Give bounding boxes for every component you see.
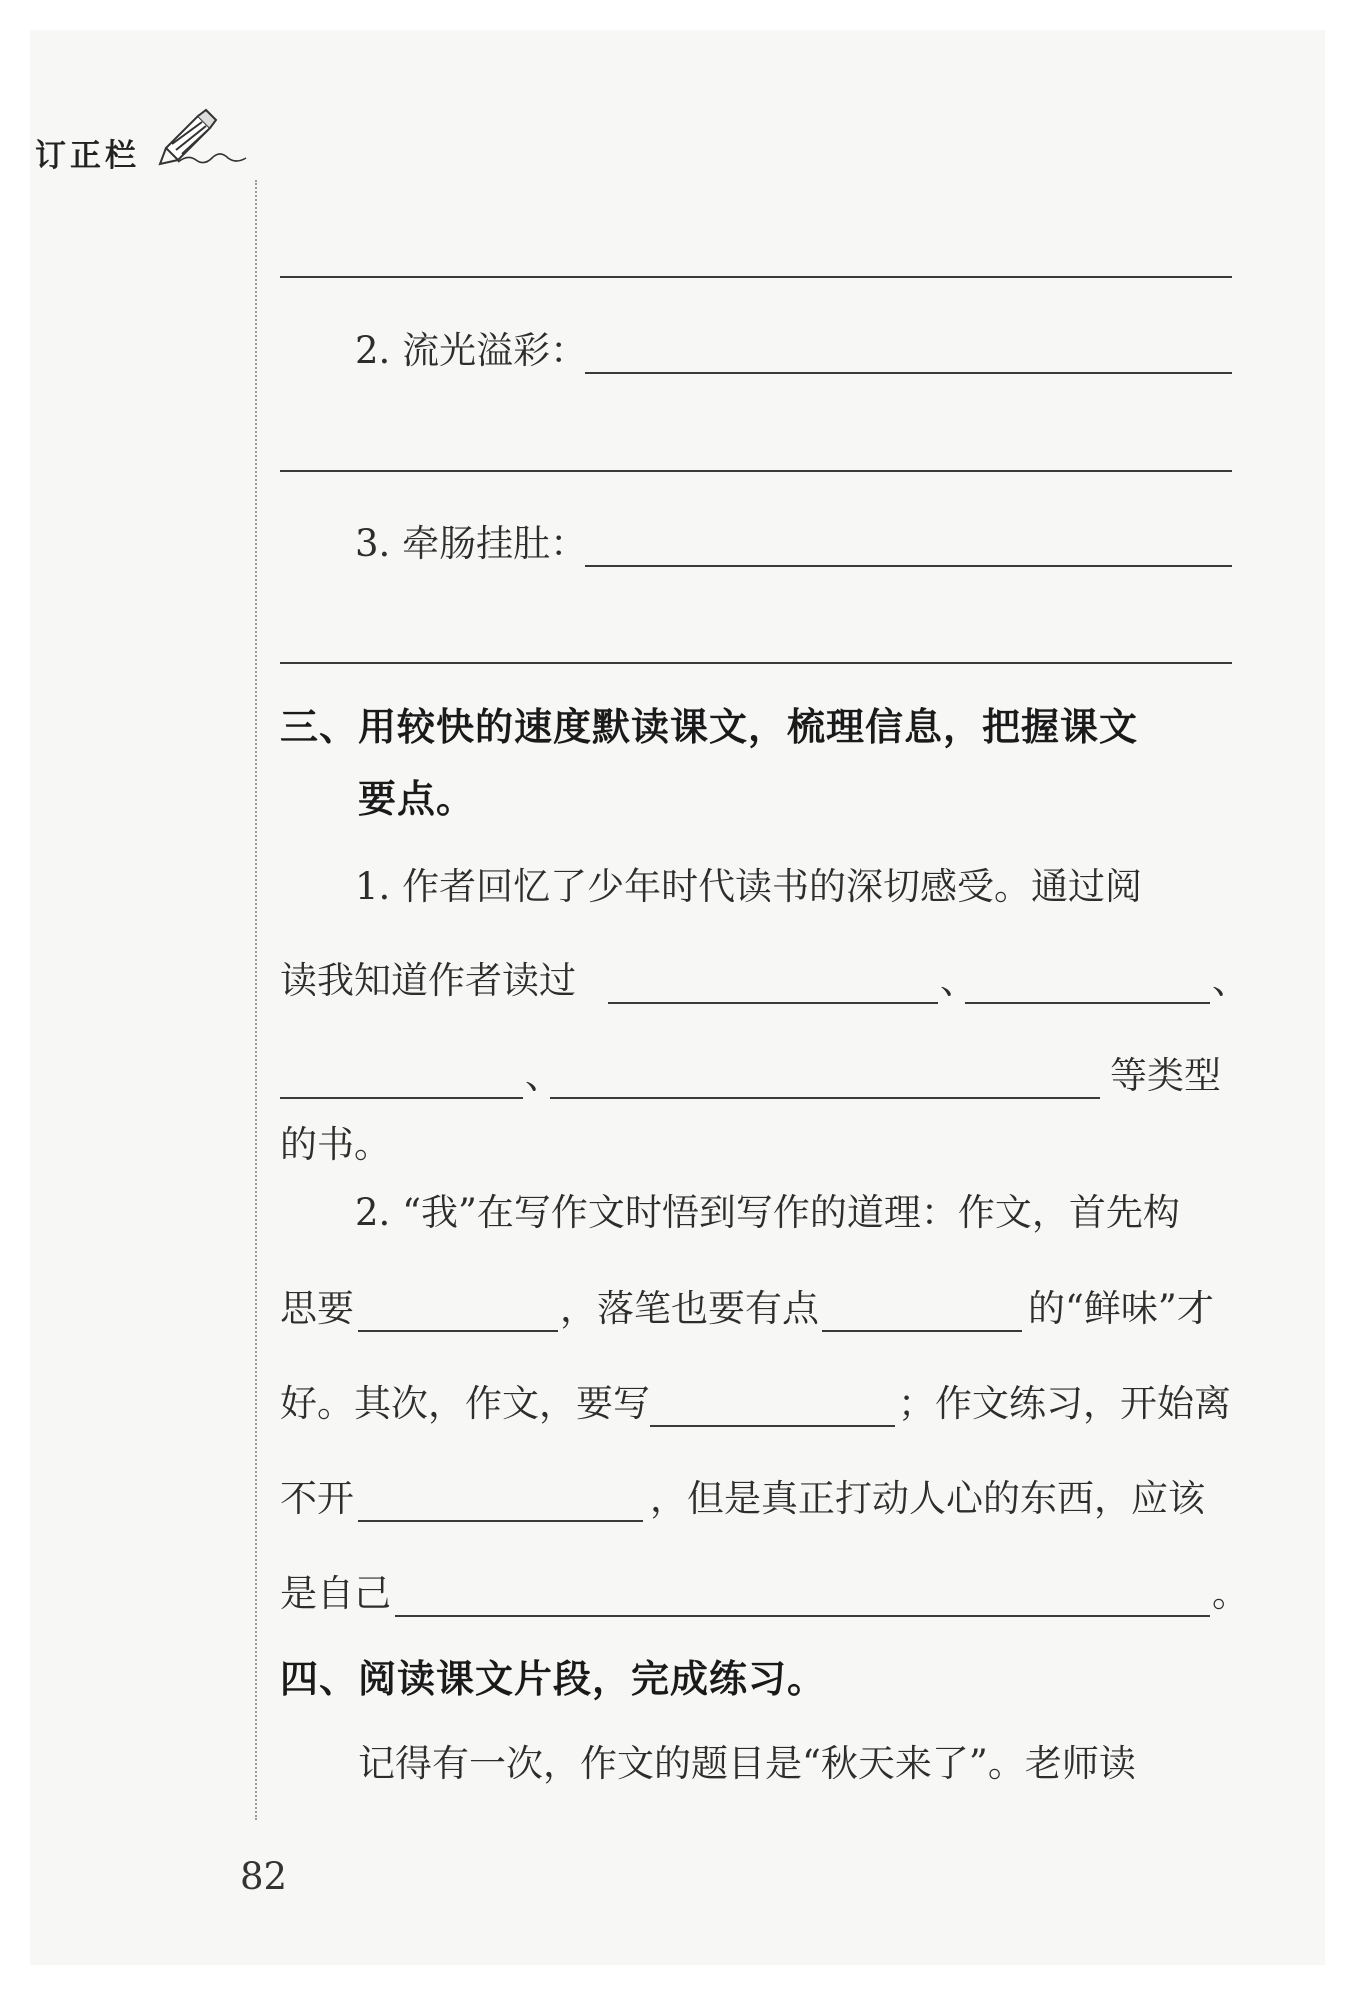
answer-line[interactable] <box>280 470 1232 472</box>
q1-text: 1. 作者回忆了少年时代读书的深切感受。通过阅 <box>355 865 1143 908</box>
blank-book-type-2[interactable] <box>965 1002 1210 1004</box>
blank-book-type-1[interactable] <box>608 1002 938 1004</box>
vocab-item-3: 3. 牵肠挂肚： <box>355 522 588 565</box>
answer-line[interactable] <box>585 372 1232 374</box>
pencil-icon <box>158 108 248 168</box>
q2-text: ，落笔也要有点 <box>560 1287 819 1330</box>
q2-text: 的“鲜味”才 <box>1028 1287 1214 1330</box>
section-4-heading: 四、阅读课文片段，完成练习。 <box>280 1657 827 1701</box>
q2-text: 好。其次，作文，要写 <box>280 1382 650 1425</box>
section-3-heading: 三、用较快的速度默读课文，梳理信息，把握课文 <box>280 705 1139 749</box>
period: 。 <box>1212 1572 1249 1615</box>
blank-conception[interactable] <box>358 1330 558 1332</box>
q2-text: 2. “我”在写作文时悟到写作的道理：作文，首先构 <box>355 1191 1180 1234</box>
q2-text: 思要 <box>280 1287 354 1330</box>
answer-line[interactable] <box>280 276 1232 278</box>
separator: 、 <box>1212 959 1249 1002</box>
q1-text: 的书。 <box>280 1123 391 1166</box>
q1-text: 等类型 <box>1110 1054 1221 1097</box>
blank-book-type-4[interactable] <box>550 1097 1100 1099</box>
blank-own-what[interactable] <box>395 1615 1210 1617</box>
margin-dotted-line <box>255 180 257 1820</box>
page-number: 82 <box>240 1855 288 1898</box>
q1-text: 读我知道作者读过 <box>280 959 576 1002</box>
answer-line[interactable] <box>280 662 1232 664</box>
correction-column-label: 订正栏 <box>35 138 140 174</box>
separator: 、 <box>940 959 977 1002</box>
vocab-item-2: 2. 流光溢彩： <box>355 329 588 372</box>
q2-text: 是自己 <box>280 1572 391 1615</box>
passage-text: 记得有一次，作文的题目是“秋天来了”。老师读 <box>358 1742 1136 1785</box>
answer-line[interactable] <box>585 565 1232 567</box>
blank-cannot-do-without[interactable] <box>358 1520 643 1522</box>
q2-text: ，但是真正打动人心的东西，应该 <box>650 1477 1205 1520</box>
blank-write-what[interactable] <box>650 1425 895 1427</box>
blank-fresh-taste[interactable] <box>822 1330 1022 1332</box>
q2-text: ；作文练习，开始离 <box>898 1382 1231 1425</box>
blank-book-type-3[interactable] <box>280 1097 523 1099</box>
separator: 、 <box>525 1054 562 1097</box>
section-3-heading-cont: 要点。 <box>358 777 476 821</box>
q2-text: 不开 <box>280 1477 354 1520</box>
